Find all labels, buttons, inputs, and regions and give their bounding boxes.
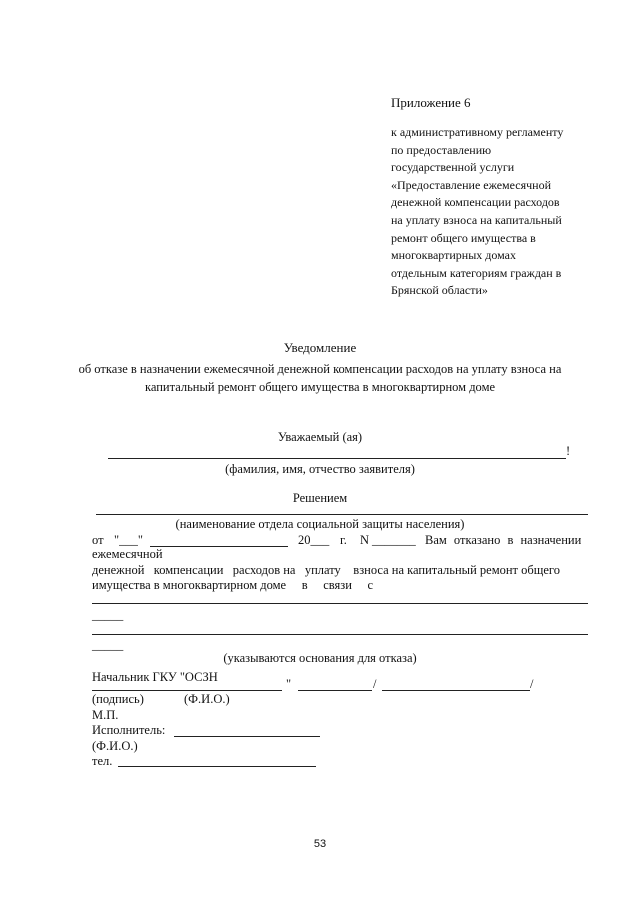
executor-field [174, 736, 320, 737]
department-field [96, 514, 588, 515]
monthly-word: ежемесячной [92, 547, 163, 561]
year-suffix: г. [340, 533, 347, 547]
chief-label: Начальник ГКУ "ОСЗН [92, 670, 218, 684]
regulation-line: Брянской области» [391, 283, 488, 298]
regulation-line: по предоставлению [391, 142, 492, 157]
chief-date-field [298, 690, 372, 691]
reasons-caption: (указываются основания для отказа) [223, 651, 417, 665]
appendix-title: Приложение 6 [391, 95, 471, 110]
signature-caption: (подпись) [92, 692, 144, 706]
fio-caption: (Ф.И.О.) [184, 692, 230, 706]
reason-line-2 [92, 634, 588, 635]
decision-label: Решением [292, 491, 348, 505]
refusal-body-line-a: денежной компенсации расходов на уплату взноса на капитальный ремонт общего [92, 563, 560, 577]
chief-year-field [382, 690, 530, 691]
applicant-name-field [108, 458, 566, 459]
executor-label: Исполнитель: [92, 723, 166, 737]
phone-label: тел. [92, 754, 113, 768]
phone-field [118, 766, 316, 767]
exclamation-mark: ! [566, 444, 571, 458]
chief-signature-field [92, 690, 282, 691]
chief-quote: " [286, 677, 292, 691]
reason-dash-2: _____ [92, 638, 124, 652]
refusal-text: Вам отказано в назначении [425, 533, 582, 547]
regulation-line: «Предоставление ежемесячной [391, 177, 552, 192]
reason-dash-1: _____ [92, 608, 124, 622]
executor-fio-caption: (Ф.И.О.) [92, 739, 138, 753]
stamp-label: М.П. [92, 708, 119, 722]
regulation-reference [391, 124, 563, 300]
regulation-line: денежной компенсации расходов [391, 195, 560, 210]
slash-2: / [530, 677, 534, 691]
applicant-caption: (фамилия, имя, отчество заявителя) [225, 462, 415, 476]
slash-1: / [373, 677, 377, 691]
regulation-line: к административному регламенту [391, 125, 564, 139]
reason-line-1 [92, 603, 588, 604]
date-month-field [150, 546, 288, 547]
regulation-line: отдельным категориям граждан в [391, 265, 562, 280]
regulation-line: ремонт общего имущества в [391, 230, 536, 245]
year-field: 20___ [298, 533, 330, 547]
greeting: Уважаемый (ая) [277, 430, 363, 444]
number-field: _______ [372, 533, 416, 547]
notice-title: Уведомление [283, 340, 357, 355]
regulation-line: государственной услуги [391, 160, 515, 175]
notice-subtitle-line1: об отказе в назначении ежемесячной денежной компенсации расходов на уплату взноса на [78, 362, 562, 376]
date-from-label: от [92, 533, 104, 547]
refusal-body-line-b: имущества в многоквартирном доме в связи с [92, 578, 374, 592]
number-label: N [360, 533, 370, 547]
regulation-line: многоквартирных домах [391, 248, 517, 263]
page-number: 53 [313, 838, 327, 850]
regulation-line: на уплату взноса на капитальный [391, 212, 562, 227]
date-day-field: "___" [114, 533, 143, 547]
notice-subtitle-line2: капитальный ремонт общего имущества в многоквартирном доме [144, 380, 496, 394]
department-caption: (наименование отдела социальной защиты населения) [175, 517, 465, 531]
